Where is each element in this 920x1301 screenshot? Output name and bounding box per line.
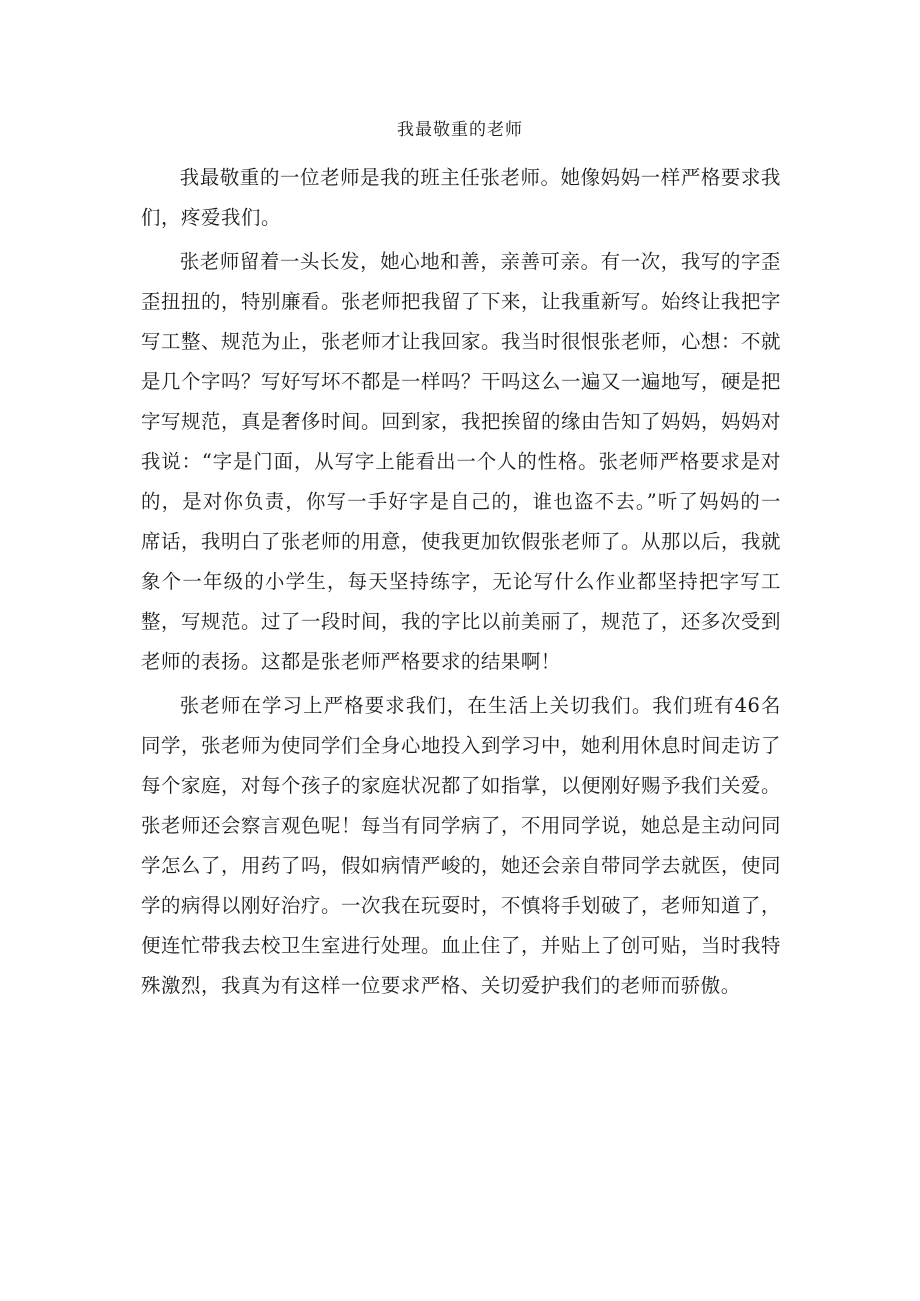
paragraph-2: 张老师留着一头长发，她心地和善，亲善可亲。有一次，我写的字歪歪扭扭的，特别廉看。张老师把我留了下来，让我重新写。始终让我把字写工整、规范为止，张老师才让我回家。我当时很恨张老师，心想：不就是几个字吗？写好写坏不都是一样吗？干吗这么一遍又一遍地写，硬是把字写规范，真是奢侈时间。回到家，我把挨留的缘由告知了妈妈，妈妈对我说：“字是门面，从写字上能看出一个人的性格。张老师严格要求是对的，是对你负责，你写一手好字是自己的，谁也盗不去。”听了妈妈的一席话，我明白了张老师的用意，使我更加钦假张老师了。从那以后，我就象个一年级的小学生，每天坚持练字，无论写什么作业都坚持把字写工整，写规范。过了一段时间，我的字比以前美丽了，规范了，还多次受到老师的表扬。这都是张老师严格要求的结果啊！ bbox=[141, 250, 781, 673]
paragraph-1: 我最敬重的一位老师是我的班主任张老师。她像妈妈一样严格要求我们，疼爱我们。 bbox=[141, 166, 781, 229]
document-title: 我最敬重的老师 bbox=[397, 120, 523, 140]
paragraph-3: 张老师在学习上严格要求我们，在生活上关切我们。我们班有46名同学，张老师为使同学们全身心地投入到学习中，她利用休息时间走访了每个家庭，对每个孩子的家庭状况都了如指掌，以便刚好赐予我们关爱。张老师还会察言观色呢！每当有同学病了，不用同学说，她总是主动问同学怎么了，用药了吗，假如病情严峻的，她还会亲自带同学去就医，使同学的病得以刚好治疗。一次我在玩耍时，不慎将手划破了，老师知道了，便连忙带我去校卫生室进行处理。血止住了，并贴上了创可贴，当时我特殊激烈，我真为有这样一位要求严格、关切爱护我们的老师而骄傲。 bbox=[141, 694, 781, 997]
document-body bbox=[141, 158, 781, 1006]
